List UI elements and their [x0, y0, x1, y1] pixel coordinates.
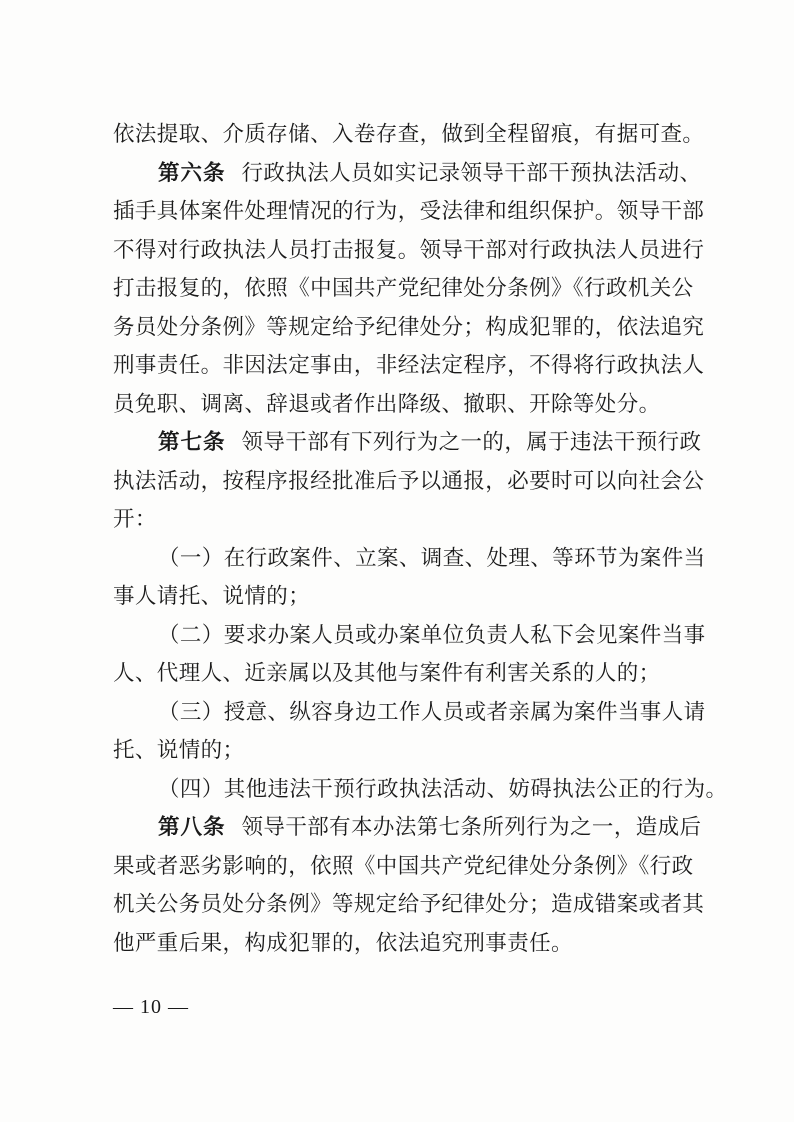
- line-text: （二）要求办案人员或办案单位负责人私下会见案件当事: [158, 622, 706, 648]
- text-line: [113, 232, 705, 271]
- line-text: （三）授意、纵容身边工作人员或者亲属为案件当事人请: [158, 699, 706, 725]
- line-text: 不得对行政执法人员打击报复。领导干部对行政执法人员进行: [113, 237, 705, 263]
- line-text: 打击报复的，依照《中国共产党纪律处分条例》《行政机关公: [113, 276, 694, 301]
- line-text: 他严重后果，构成犯罪的，依法追究刑事责任。: [113, 930, 573, 956]
- line-text: 行政执法人员如实记录领导干部干预执法活动、: [241, 160, 702, 186]
- text-line: [113, 193, 705, 232]
- text-line: [113, 578, 688, 617]
- page-number: — 10 —: [113, 996, 189, 1018]
- text-line: [113, 655, 688, 694]
- list-item-line: [113, 540, 706, 579]
- line-text: 员免职、调离、辞退或者作出降级、撤职、开除等处分。: [113, 391, 661, 417]
- document-body: [113, 116, 728, 963]
- text-line: [113, 925, 688, 964]
- line-text: （四）其他违法干预行政执法活动、妨碍执法公正的行为。: [158, 776, 728, 802]
- list-item-line: [113, 617, 706, 656]
- text-line: [113, 347, 705, 386]
- line-text: 事人请托、说情的；: [113, 584, 311, 609]
- article-label: 第八条: [158, 815, 226, 840]
- article-8-heading-line: [113, 809, 702, 848]
- line-text: 执法活动，按程序报经批准后予以通报，必要时可以向社会公: [113, 468, 705, 494]
- text-line: [113, 270, 694, 309]
- text-line: [113, 386, 688, 425]
- line-text: 机关公务员处分条例》等规定给予纪律处分；造成错案或者其: [113, 892, 705, 917]
- text-line: [113, 116, 705, 155]
- line-text: 托、说情的；: [113, 738, 245, 763]
- article-6-heading-line: [113, 155, 702, 194]
- line-text: 务员处分条例》等规定给予纪律处分；构成犯罪的，依法追究: [113, 314, 705, 340]
- article-label: 第七条: [158, 430, 226, 455]
- text-line: [113, 732, 688, 771]
- article-label: 第六条: [158, 160, 226, 186]
- text-line: [113, 848, 694, 887]
- line-text: 刑事责任。非因法定事由，非经法定程序，不得将行政执法人: [113, 353, 705, 378]
- line-text: （一）在行政案件、立案、调查、处理、等环节为案件当: [158, 545, 706, 571]
- text-line: [113, 501, 688, 540]
- list-item-line: [113, 771, 728, 810]
- text-line: [113, 886, 705, 925]
- line-text: 果或者恶劣影响的，依照《中国共产党纪律处分条例》《行政: [113, 853, 694, 879]
- list-item-line: [113, 694, 706, 733]
- line-text: 人、代理人、近亲属以及其他与案件有利害关系的人的；: [113, 661, 661, 686]
- line-text: 依法提取、介质存储、入卷存查，做到全程留痕，有据可查。: [113, 122, 705, 147]
- line-text: 领导干部有本办法第七条所列行为之一，造成后: [241, 815, 702, 840]
- article-7-heading-line: [113, 424, 702, 463]
- line-text: 领导干部有下列行为之一的，属于违法干预行政: [241, 430, 702, 455]
- text-line: [113, 309, 705, 348]
- text-line: [113, 463, 705, 502]
- line-text: 开：: [113, 507, 157, 532]
- line-text: 插手具体案件处理情况的行为，受法律和组织保护。领导干部: [113, 199, 705, 224]
